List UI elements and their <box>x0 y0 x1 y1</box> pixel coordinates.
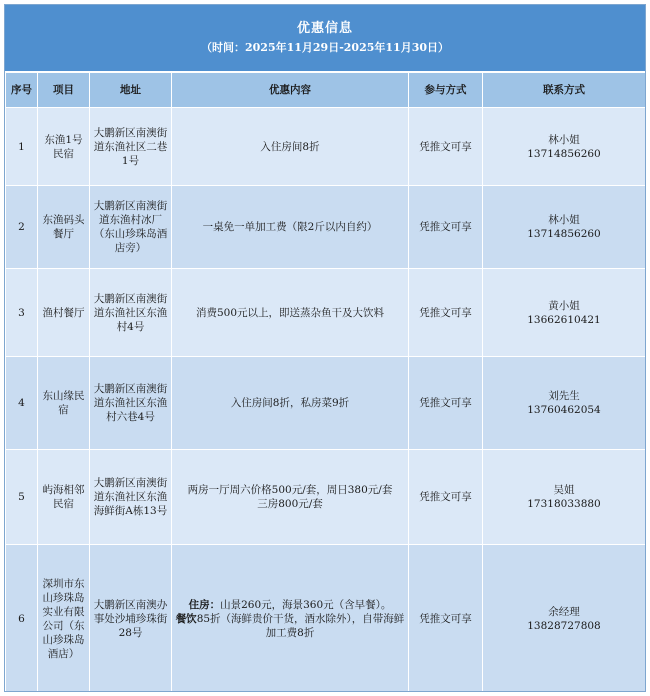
contact-phone: 13828727808 <box>527 619 601 632</box>
date-range-subtitle: （时间：2025年11月29日-2025年11月30日） <box>200 41 450 54</box>
table-row <box>6 545 646 693</box>
cell-offer <box>172 545 409 693</box>
contact-phone: 13714856260 <box>527 228 601 240</box>
cell-method: 凭推文可享 <box>409 269 483 357</box>
offer-line: 三房800元/套 <box>257 498 323 510</box>
cell-method: 凭推文可享 <box>409 186 483 269</box>
cell-name: 屿海相邻民宿 <box>38 450 90 545</box>
contact-phone: 13714856260 <box>527 147 601 160</box>
offer-label-lodging: 住房： <box>188 598 221 611</box>
table-row <box>6 357 646 450</box>
offer-label-dining: 餐饮 <box>175 612 197 625</box>
col-header-no: 序号 <box>6 73 38 108</box>
cell-contact <box>483 450 646 545</box>
contact-name: 黄小姐 <box>548 299 580 312</box>
contact-name: 吴姐 <box>553 484 575 496</box>
cell-name: 渔村餐厅 <box>38 269 90 357</box>
offer-line: 两房一厅周六价格500元/套，周日380元/套 <box>187 484 393 496</box>
cell-no: 4 <box>6 357 38 450</box>
cell-no: 3 <box>6 269 38 357</box>
contact-phone: 13760462054 <box>527 404 601 416</box>
cell-no: 6 <box>6 545 38 693</box>
cell-address: 大鹏新区南澳街道东渔社区东渔村4号 <box>90 269 172 357</box>
offer-text-lodging: 山景260元，海景360元（含早餐）。 <box>220 598 392 611</box>
contact-name: 余经理 <box>548 605 580 618</box>
cell-offer: 消费500元以上，即送蒸杂鱼干及大饮料 <box>172 269 409 357</box>
cell-address: 大鹏新区南澳街道东渔社区东渔村六巷4号 <box>90 357 172 450</box>
table-row <box>6 108 646 186</box>
cell-method: 凭推文可享 <box>409 450 483 545</box>
cell-no: 2 <box>6 186 38 269</box>
offer-text-dining: 85折（海鲜贵价干货，酒水除外），自带海鲜加工费8折 <box>196 612 405 639</box>
contact-name: 林小姐 <box>548 214 580 226</box>
table-row <box>6 186 646 269</box>
cell-address: 大鹏新区南澳街道东渔村冰厂（东山珍珠岛酒店旁） <box>90 186 172 269</box>
page-title: 优惠信息 <box>296 21 353 36</box>
cell-name: 深圳市东山珍珠岛实业有限公司（东山珍珠岛酒店） <box>38 545 90 693</box>
cell-no: 5 <box>6 450 38 545</box>
col-header-name: 项目 <box>38 73 90 108</box>
cell-contact <box>483 357 646 450</box>
col-header-contact: 联系方式 <box>483 73 646 108</box>
cell-address: 大鹏新区南澳办事处沙埔珍珠街28号 <box>90 545 172 693</box>
offer-table <box>5 72 646 692</box>
offer-table-frame <box>4 4 646 692</box>
cell-offer <box>172 450 409 545</box>
col-header-address: 地址 <box>90 73 172 108</box>
cell-address: 大鹏新区南澳街道东渔社区二巷1号 <box>90 108 172 186</box>
cell-name: 东渔码头餐厅 <box>38 186 90 269</box>
cell-contact <box>483 545 646 693</box>
table-header-row <box>6 73 646 108</box>
cell-method: 凭推文可享 <box>409 545 483 693</box>
table-row <box>6 269 646 357</box>
cell-contact <box>483 108 646 186</box>
table-row <box>6 450 646 545</box>
contact-name: 刘先生 <box>548 390 580 402</box>
cell-address: 大鹏新区南澳街道东渔社区东渔海鲜街A栋13号 <box>90 450 172 545</box>
cell-name: 东山缘民宿 <box>38 357 90 450</box>
cell-offer: 入住房间8折 <box>172 108 409 186</box>
title-banner <box>5 5 645 72</box>
cell-offer: 一桌免一单加工费（限2斤以内自约） <box>172 186 409 269</box>
col-header-offer: 优惠内容 <box>172 73 409 108</box>
cell-method: 凭推文可享 <box>409 108 483 186</box>
contact-phone: 13662610421 <box>527 313 601 326</box>
cell-method: 凭推文可享 <box>409 357 483 450</box>
cell-offer: 入住房间8折，私房菜9折 <box>172 357 409 450</box>
contact-name: 林小姐 <box>548 133 580 146</box>
contact-phone: 17318033880 <box>527 498 601 510</box>
cell-contact <box>483 269 646 357</box>
cell-contact <box>483 186 646 269</box>
cell-no: 1 <box>6 108 38 186</box>
cell-name: 东渔1号民宿 <box>38 108 90 186</box>
col-header-method: 参与方式 <box>409 73 483 108</box>
